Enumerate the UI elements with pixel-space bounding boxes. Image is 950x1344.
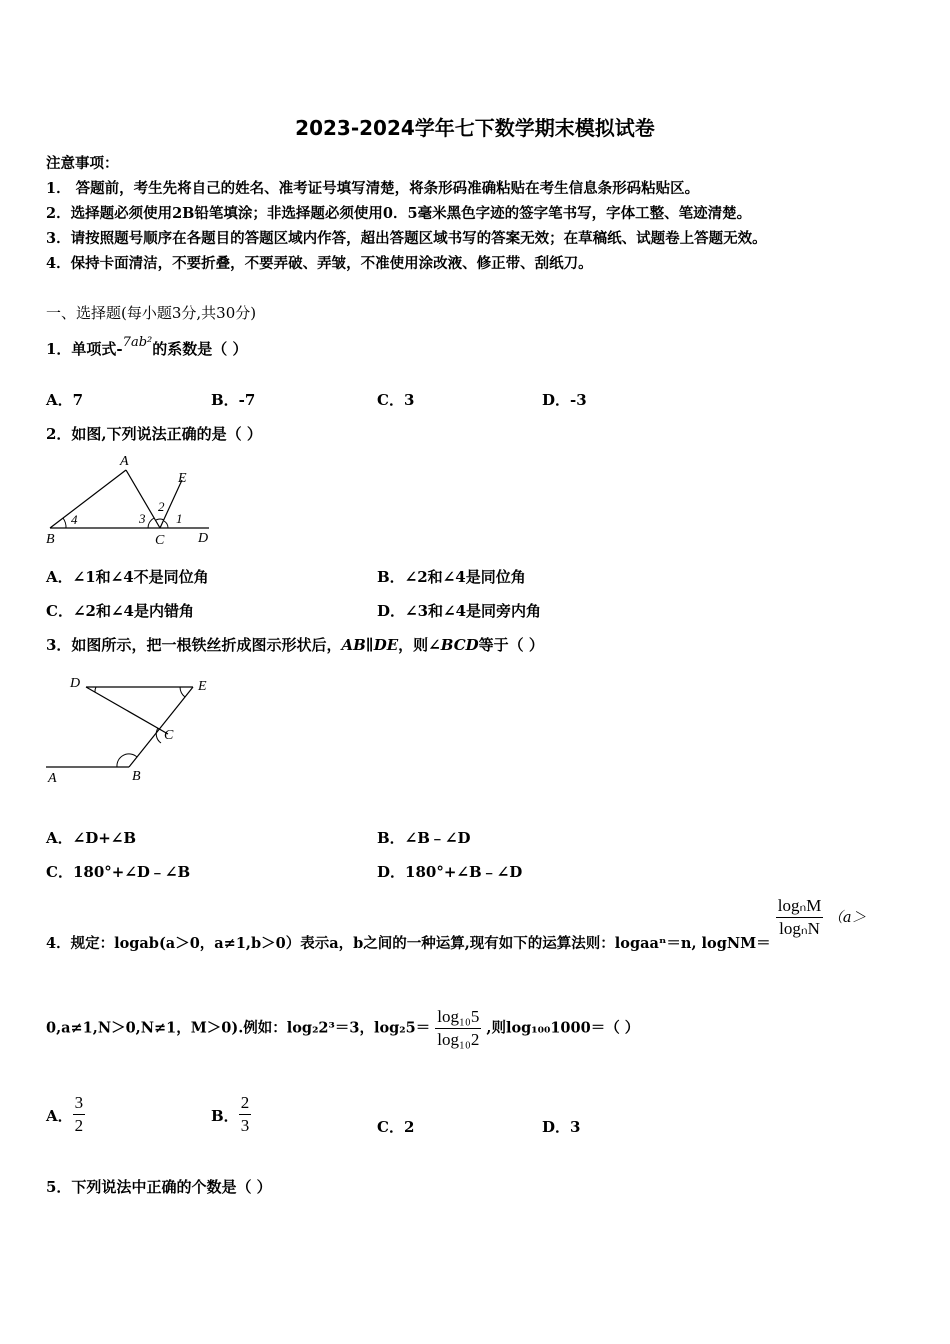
q3-stem-c: ，则∠ <box>398 636 441 654</box>
q3-option-c[interactable]: C．180°+∠D﹣∠B <box>46 863 191 881</box>
q2-label-3: 3 <box>139 511 146 526</box>
q4-option-d[interactable]: D．3 <box>542 1118 581 1136</box>
q4-fraction-1 <box>776 895 824 940</box>
q4-option-a-label: A． <box>46 1106 73 1125</box>
q2-label-b: B <box>46 532 55 547</box>
q4-frac2-den: log₁₀2 <box>437 1030 480 1049</box>
q3-label-c: C <box>164 728 174 743</box>
q3-label-b: B <box>132 769 141 784</box>
q4-option-a-num: 3 <box>73 1092 86 1115</box>
q3-line-eb <box>129 687 193 767</box>
question-4-line-2 <box>46 1006 639 1051</box>
q1-option-b[interactable]: B．-7 <box>211 391 256 409</box>
q2-option-c[interactable]: C．∠2和∠4是内错角 <box>46 602 194 620</box>
q3-option-d[interactable]: D．180°+∠B﹣∠D <box>377 863 523 881</box>
q2-option-a[interactable]: A．∠1和∠4不是同位角 <box>46 568 209 586</box>
q2-label-d: D <box>198 531 209 546</box>
q4-option-b-den: 3 <box>240 1116 250 1135</box>
q4-fraction-2 <box>435 1006 481 1051</box>
question-5-stem: 5．下列说法中正确的个数是（ ） <box>46 1178 272 1196</box>
q3-label-d: D <box>70 676 81 691</box>
q3-label-a: A <box>48 771 57 786</box>
q4-option-b-fraction <box>239 1092 252 1137</box>
q4-option-a-fraction <box>73 1092 86 1137</box>
q3-stem-d: BCD <box>440 636 479 654</box>
q1-option-a[interactable]: A．7 <box>46 391 84 409</box>
q3-stem-e: 等于（ ） <box>478 636 544 654</box>
q3-option-b[interactable]: B．∠B﹣∠D <box>377 829 471 847</box>
q2-label-4: 4 <box>71 512 78 527</box>
notice-heading: 注意事项： <box>46 155 119 172</box>
q2-label-1: 1 <box>176 511 183 526</box>
page-title: 2023-2024学年七下数学期末模拟试卷 <box>295 116 655 140</box>
q1-option-d[interactable]: D．-3 <box>542 391 587 409</box>
q4-line1-tail: （a＞ <box>828 909 867 926</box>
notice-item-4: 4．保持卡面清洁，不要折叠，不要弄破、弄皱，不准使用涂改液、修正带、刮纸刀。 <box>46 255 593 272</box>
q1-option-c[interactable]: C．3 <box>377 391 415 409</box>
q4-option-b[interactable] <box>211 1092 251 1137</box>
q1-prefix: 1．单项式- <box>46 340 123 358</box>
q2-label-c: C <box>155 533 165 548</box>
q2-figure <box>44 450 219 550</box>
q3-stem-b: AB∥DE <box>341 636 399 654</box>
q4-option-b-label: B． <box>211 1106 239 1125</box>
q2-option-b[interactable]: B．∠2和∠4是同位角 <box>377 568 526 586</box>
q3-option-a[interactable]: A．∠D+∠B <box>46 829 137 847</box>
q4-frac1-den: logₙN <box>779 919 820 938</box>
q3-line-dc <box>86 687 168 734</box>
section-heading: 一、选择题(每小题3分,共30分) <box>46 304 257 322</box>
notice-item-1: 1． 答题前，考生先将自己的姓名、准考证号填写清楚，将条形码准确粘贴在考生信息条形码粘贴区。 <box>46 180 700 197</box>
question-1-stem <box>46 335 248 359</box>
q2-line-ba <box>50 470 126 528</box>
q3-label-e: E <box>198 679 207 694</box>
question-2-stem: 2．如图,下列说法正确的是（ ） <box>46 425 262 443</box>
notice-item-3: 3．请按照题号顺序在各题目的答题区域内作答，超出答题区域书写的答案无效；在草稿纸、试题卷上答题无效。 <box>46 230 767 247</box>
q4-option-a[interactable] <box>46 1092 85 1137</box>
question-4-line-1 <box>46 895 867 952</box>
q1-expression: 7ab² <box>122 335 153 350</box>
notice-item-2: 2．选择题必须使用2B铅笔填涂；非选择题必须使用0．5毫米黑色字迹的签字笔书写，字体工整、笔迹清楚。 <box>46 205 752 222</box>
q3-stem-a: 3．如图所示，把一根铁丝折成图示形状后， <box>46 636 342 654</box>
q4-line1: 4．规定：logab(a＞0，a≠1,b＞0）表示a，b之间的一种运算,现有如下的运算法则：logaaⁿ＝n, logNM＝ <box>46 934 771 952</box>
q2-option-d[interactable]: D．∠3和∠4是同旁内角 <box>377 602 542 620</box>
question-3-stem <box>46 634 544 655</box>
q4-line2-b: ,则log₁₀₀1000＝（ ） <box>486 1019 640 1037</box>
q4-frac1-num: logₙM <box>776 895 824 918</box>
q3-figure <box>44 670 224 790</box>
q2-label-2: 2 <box>158 499 165 514</box>
q1-suffix: 的系数是（ ） <box>152 340 248 358</box>
q2-label-e: E <box>178 471 187 486</box>
q4-option-b-num: 2 <box>239 1092 252 1115</box>
q2-label-a: A <box>120 454 129 469</box>
q4-line2-a: 0,a≠1,N＞0,N≠1，M＞0).例如：log₂2³＝3，log₂5＝ <box>46 1019 431 1037</box>
q4-option-c[interactable]: C．2 <box>377 1118 415 1136</box>
q4-frac2-num: log₁₀5 <box>435 1006 481 1029</box>
q4-option-a-den: 2 <box>74 1116 84 1135</box>
